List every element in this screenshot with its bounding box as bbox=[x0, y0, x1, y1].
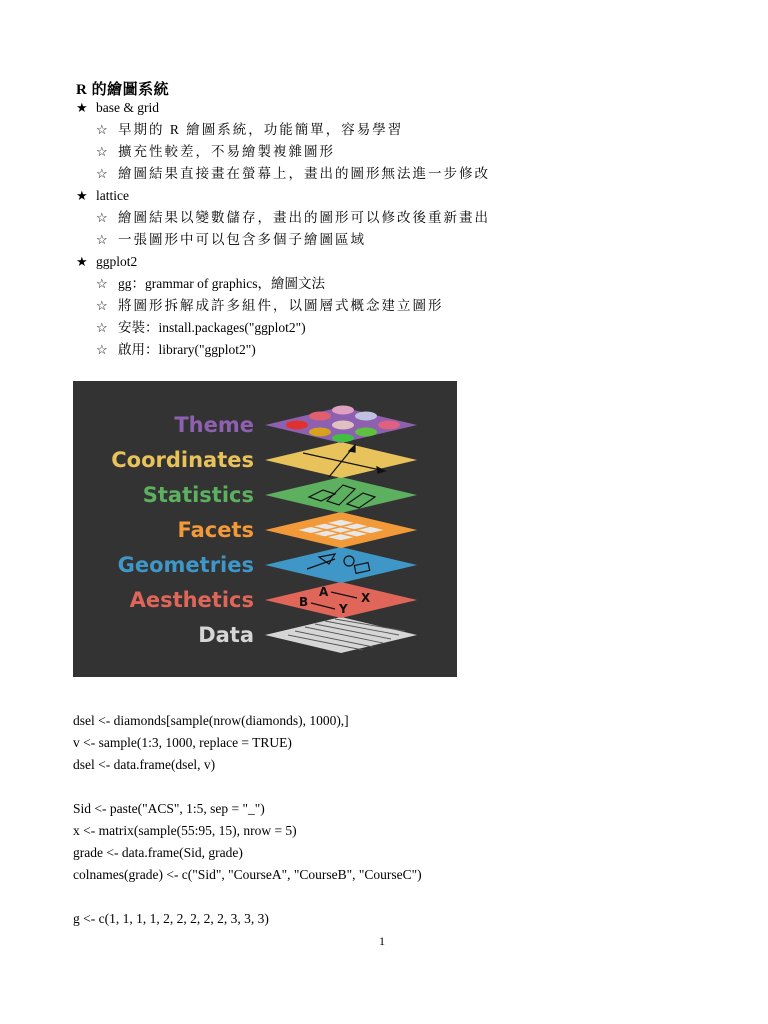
hollow-star-icon: ☆ bbox=[96, 210, 108, 225]
hollow-star-icon: ☆ bbox=[96, 166, 108, 181]
bullet-lattice: ★ lattice bbox=[76, 188, 129, 203]
code-line: colnames(grade) <- c("Sid", "CourseA", "CourseB", "CourseC") bbox=[73, 867, 422, 882]
code-line: grade <- data.frame(Sid, grade) bbox=[73, 845, 243, 860]
layer-label-theme: Theme bbox=[174, 413, 254, 437]
sub-bullet: ☆ 一張圖形中可以包含多個子繪圖區域 bbox=[96, 232, 366, 247]
grammar-of-graphics-figure bbox=[73, 381, 457, 677]
code-line: dsel <- diamonds[sample(nrow(diamonds), 1000),] bbox=[73, 713, 349, 728]
svg-text:Y: Y bbox=[339, 602, 348, 616]
hollow-star-icon: ☆ bbox=[96, 320, 108, 335]
layer-diamond-geometries bbox=[265, 547, 417, 583]
filled-star-icon: ★ bbox=[76, 254, 88, 269]
hollow-star-icon: ☆ bbox=[96, 232, 108, 247]
page-number: 1 bbox=[379, 934, 385, 948]
svg-text:X: X bbox=[361, 591, 371, 605]
code-line: g <- c(1, 1, 1, 1, 2, 2, 2, 2, 2, 3, 3, 3) bbox=[73, 911, 269, 926]
layer-diamond-statistics bbox=[265, 477, 417, 513]
filled-star-icon: ★ bbox=[76, 188, 88, 203]
code-line: v <- sample(1:3, 1000, replace = TRUE) bbox=[73, 735, 292, 750]
layer-label-aesthetics: Aesthetics bbox=[129, 588, 254, 612]
sub-bullet: ☆ 將圖形拆解成許多組件，以圖層式概念建立圖形 bbox=[96, 298, 444, 313]
hollow-star-icon: ☆ bbox=[96, 276, 108, 291]
svg-text:B: B bbox=[299, 595, 309, 609]
sub-bullet: ☆ 擴充性較差，不易繪製複雜圖形 bbox=[96, 144, 335, 159]
hollow-star-icon: ☆ bbox=[96, 298, 108, 313]
sub-bullet: ☆ 啟用：library("ggplot2") bbox=[96, 342, 256, 357]
layer-diamond-coordinates bbox=[265, 442, 417, 478]
layer-label-geometries: Geometries bbox=[117, 553, 254, 577]
theme-color-dots-icon bbox=[286, 406, 400, 443]
filled-star-icon: ★ bbox=[76, 100, 88, 115]
layer-label-data: Data bbox=[198, 623, 254, 647]
svg-text:A: A bbox=[319, 585, 329, 599]
layers-illustration bbox=[73, 381, 457, 677]
sub-bullet: ☆ 繪圖結果以變數儲存，畫出的圖形可以修改後重新畫出 bbox=[96, 210, 490, 225]
hollow-star-icon: ☆ bbox=[96, 122, 108, 137]
sub-bullet: ☆ 早期的 R 繪圖系統，功能簡單，容易學習 bbox=[96, 122, 404, 137]
layer-label-facets: Facets bbox=[177, 518, 254, 542]
hollow-star-icon: ☆ bbox=[96, 144, 108, 159]
hollow-star-icon: ☆ bbox=[96, 342, 108, 357]
bullet-base-grid: ★ base & grid bbox=[76, 100, 159, 115]
sub-bullet: ☆ 安裝：install.packages("ggplot2") bbox=[96, 320, 306, 335]
sub-bullet: ☆ 繪圖結果直接畫在螢幕上，畫出的圖形無法進一步修改 bbox=[96, 166, 490, 181]
code-line: Sid <- paste("ACS", 1:5, sep = "_") bbox=[73, 801, 265, 816]
layer-label-coordinates: Coordinates bbox=[111, 448, 254, 472]
page-heading: R 的繪圖系統 bbox=[76, 82, 170, 98]
layer-label-statistics: Statistics bbox=[142, 483, 254, 507]
layer-diamond-data bbox=[265, 617, 417, 653]
code-line: dsel <- data.frame(dsel, v) bbox=[73, 757, 216, 772]
code-line: x <- matrix(sample(55:95, 15), nrow = 5) bbox=[73, 823, 297, 838]
sub-bullet: ☆ gg：grammar of graphics，繪圖文法 bbox=[96, 276, 325, 291]
bullet-ggplot2: ★ ggplot2 bbox=[76, 254, 138, 269]
